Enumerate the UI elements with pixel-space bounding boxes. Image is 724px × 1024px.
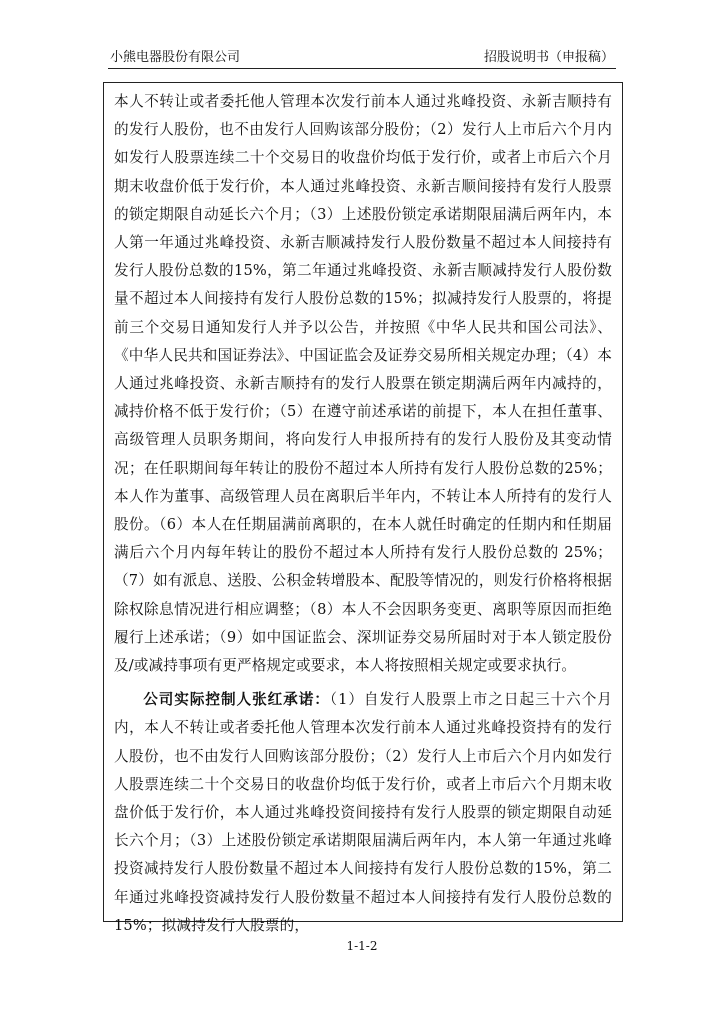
paragraph-controller-commitment xyxy=(114,686,612,940)
commitment-text-box xyxy=(103,82,623,934)
company-name: 小熊电器股份有限公司 xyxy=(110,50,241,65)
controller-commitment-heading: 公司实际控制人张红承诺： xyxy=(143,691,330,709)
page-number: 1-1-2 xyxy=(346,939,378,953)
page-header xyxy=(108,42,616,69)
document-title: 招股说明书（申报稿） xyxy=(483,50,614,65)
paragraph-commitment-continued: 本人不转让或者委托他人管理本次发行前本人通过兆峰投资、永新吉顺持有的发行人股份，也不由发行人回购该部分股份；（2）发行人上市后六个月内如发行人股票连续二十个交易日的收盘价均低于发行价，或者上市后六个月期末收盘价低于发行价，本人通过兆峰投资、永新吉顺间接持有发行人股票的锁定期限自动延长六个月；（3）上述股份锁定承诺期限届满后两年内，本人第一年通过兆峰投资、永新吉顺减持发行人股份数量不超过本人间接持有发行人股份总数的15%，第二年通过兆峰投资、永新吉顺减持发行人股份数量不超过本人间接持有发行人股份总数的15%；拟减持发行人股票的，将提前三个交易日通知发行人并予以公告，并按照《中华人民共和国公司法》、《中华人民共和国证券法》、中国证监会及证券交易所相关规定办理；（4）本人通过兆峰投资、永新吉顺持有的发行人股票在锁定期满后两年内减持的，减持价格不低于发行价；（5）在遵守前述承诺的前提下，本人在担任董事、高级管理人员职务期间，将向发行人申报所持有的发行人股份及其变动情况；在任职期间每年转让的股份不超过本人所持有发行人股份总数的25%；本人作为董事、高级管理人员在离职后半年内，不转让本人所持有的发行人股份。（6）本人在任期届满前离职的，在本人就任时确定的任期内和任期届满后六个月内每年转让的股份不超过本人所持有发行人股份总数的 25%；（7）如有派息、送股、公积金转增股本、配股等情况的，则发行价格将根据除权除息情况进行相应调整；（8）本人不会因职务变更、离职等原因而拒绝履行上述承诺；（9）如中国证监会、深圳证券交易所届时对于本人锁定股份及/或减持事项有更严格规定或要求，本人将按照相关规定或要求执行。 xyxy=(114,93,612,675)
controller-commitment-text: （1）自发行人股票上市之日起三十六个月内，本人不转让或者委托他人管理本次发行前本人通过兆峰投资持有的发行人股份，也不由发行人回购该部分股份；（2）发行人上市后六个月内如发行人股票连续二十个交易日的收盘价均低于发行价，或者上市后六个月期末收盘价低于发行价，本人通过兆峰投资间接持有发行人股票的锁定期限自动延长六个月；（3）上述股份锁定承诺期限届满后两年内，本人第一年通过兆峰投资减持发行人股份数量不超过本人间接持有发行人股份总数的15%，第二年通过兆峰投资减持发行人股份数量不超过本人间接持有发行人股份总数的15%；拟减持发行人股票的， xyxy=(114,691,612,934)
